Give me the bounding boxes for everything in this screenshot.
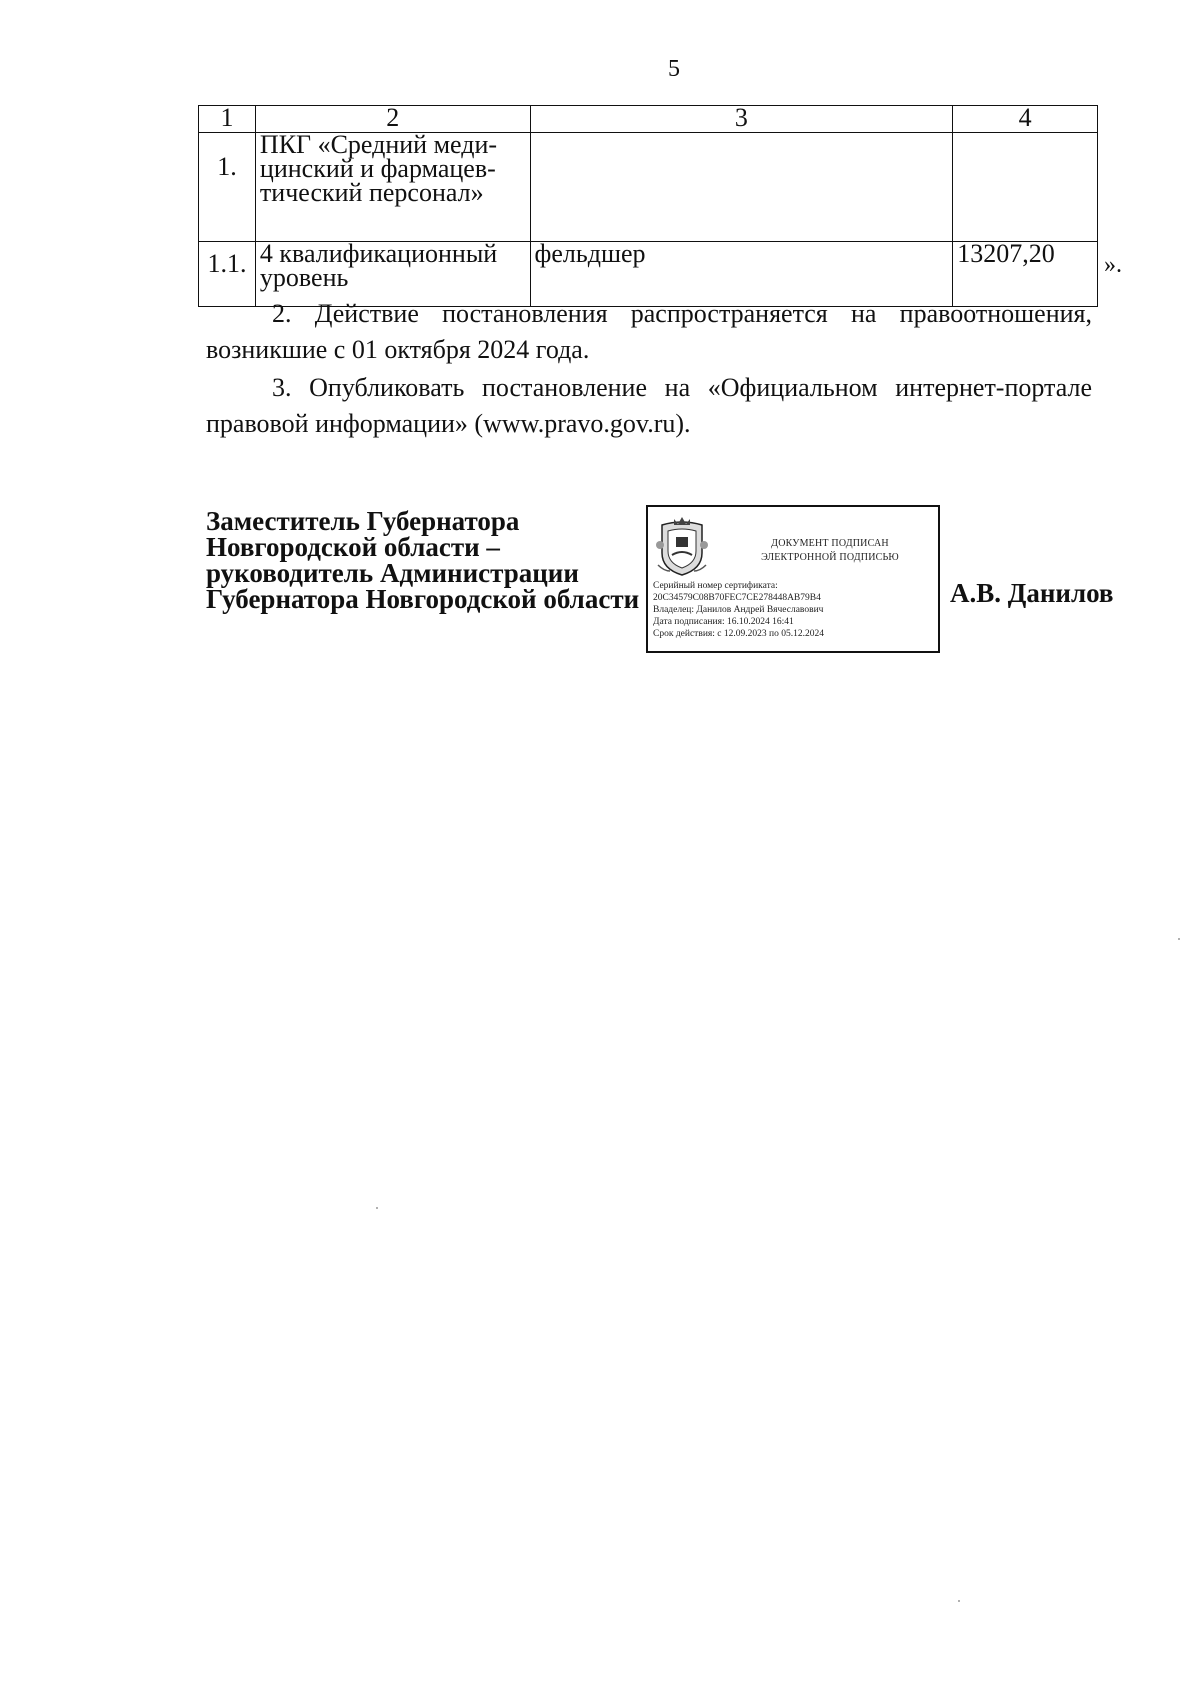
signer-title-line: Заместитель Губернатора: [206, 506, 520, 536]
table-row: [199, 133, 1098, 242]
paragraph-3: [206, 370, 1092, 442]
esign-title: ДОКУМЕНТ ПОДПИСАН ЭЛЕКТРОННОЙ ПОДПИСЬЮ: [761, 538, 899, 563]
row-number: 1.: [199, 133, 256, 242]
qualification-group-line: 4 квалификационный: [259, 239, 498, 268]
signer-name: А.В. Данилов: [950, 578, 1114, 608]
paragraph-2: [206, 296, 1092, 368]
signer-title-line: Новгородской области –: [206, 532, 500, 562]
table-header-row: [199, 106, 1098, 133]
position-name: [530, 133, 953, 242]
signer-title-line: Губернатора Новгородской области: [206, 584, 640, 614]
paragraph-3-text: 3. Опубликовать постановление на «Официальном интернет-портале правовой информации» (www.pravo.gov.ru).: [206, 373, 1092, 438]
qualification-group: [255, 130, 530, 242]
table-header-cell: 1: [199, 106, 256, 133]
salary-value: 13207,20: [953, 242, 1098, 307]
qualification-group-line: тический персонал»: [259, 178, 484, 207]
row-number: 1.1.: [199, 242, 256, 307]
paragraph-2-text: 2. Действие постановления распространяется на правоотношения, возникшие с 01 октября 2024 года.: [206, 299, 1092, 364]
scan-speck: [958, 1600, 960, 1602]
novgorod-coat-of-arms-icon: [654, 515, 710, 579]
signer-title-line: руководитель Администрации: [206, 558, 579, 588]
esign-serial-value: 20C34579C08B70FEC7CE278448AB79B4: [653, 593, 821, 603]
table-header-cell: 3: [530, 106, 953, 133]
salary-table: [198, 105, 1098, 307]
closing-quote: ».: [1104, 252, 1122, 278]
signer-title: [206, 508, 639, 612]
qualification-group-line: цинский и фармацев-: [259, 154, 496, 183]
qualification-group-line: ПКГ «Средний меди-: [259, 130, 498, 159]
scan-speck: [376, 1207, 378, 1209]
table-header-cell: 4: [953, 106, 1098, 133]
salary-value: [953, 133, 1098, 242]
table-header-cell: 2: [255, 106, 530, 133]
esign-serial-label: Серийный номер сертификата:: [653, 581, 778, 591]
position-name: фельдшер: [530, 242, 953, 307]
esign-validity: Срок действия: с 12.09.2023 по 05.12.2024: [653, 629, 824, 639]
qualification-group-line: уровень: [259, 263, 349, 292]
esign-details: [653, 580, 938, 640]
scan-speck: [1178, 938, 1180, 940]
esign-signed-date: Дата подписания: 16.10.2024 16:41: [653, 617, 794, 627]
electronic-signature-stamp: [646, 505, 940, 653]
esign-owner: Владелец: Данилов Андрей Вячеславович: [653, 605, 824, 615]
